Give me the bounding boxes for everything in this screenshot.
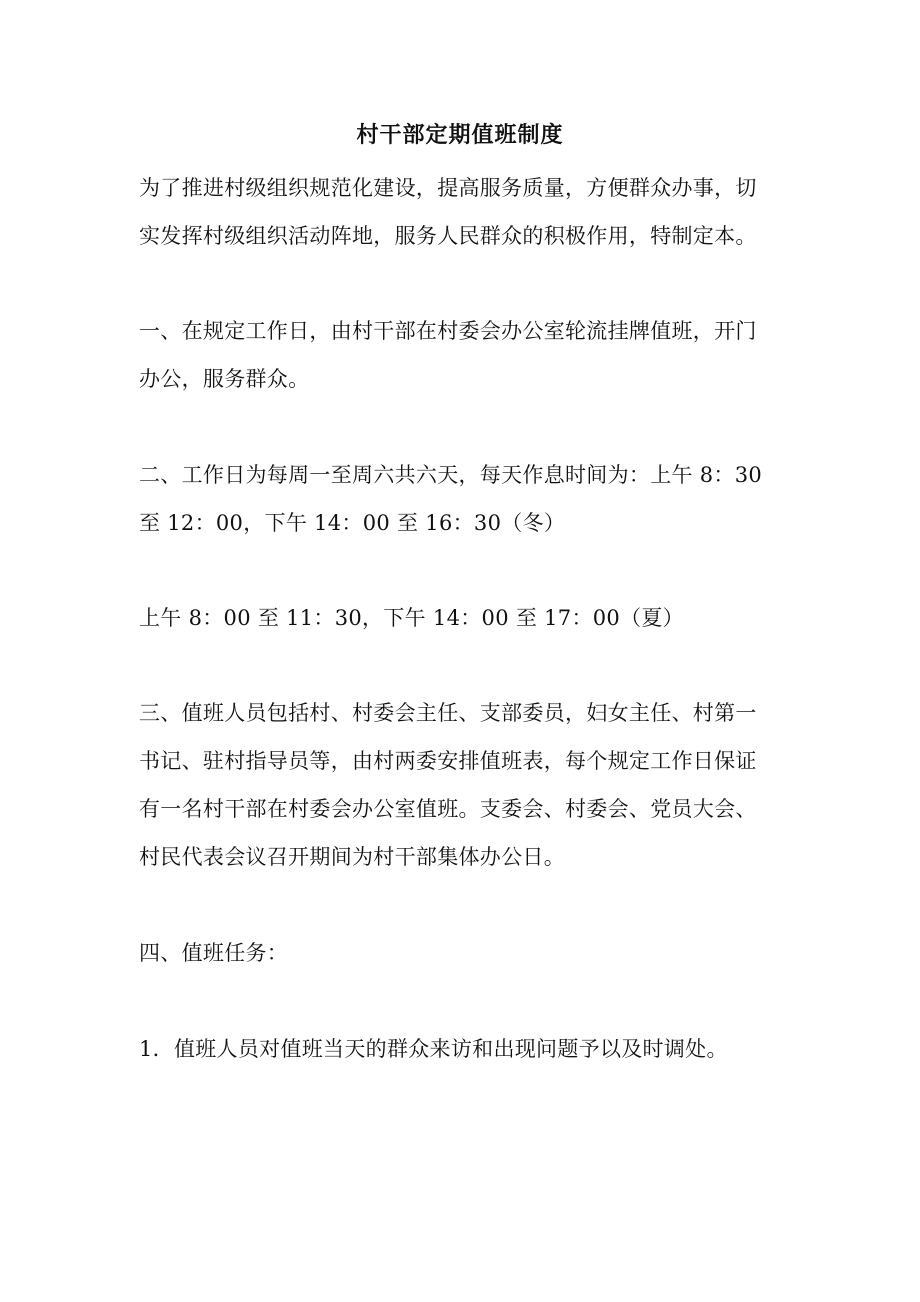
document-title: 村干部定期值班制度 bbox=[356, 122, 564, 148]
paragraph-line: 二、工作日为每周一至周六共六天，每天作息时间为：上午 8：30 bbox=[139, 463, 763, 487]
paragraph-item-2 bbox=[139, 451, 779, 547]
paragraph-item-4 bbox=[139, 929, 779, 977]
paragraph-item-3 bbox=[139, 689, 779, 881]
paragraph-line: 一、在规定工作日，由村干部在村委会办公室轮流挂牌值班，开门 bbox=[139, 319, 757, 343]
paragraph-line: 有一名村干部在村委会办公室值班。支委会、村委会、党员大会、 bbox=[139, 797, 757, 821]
paragraph-item-1 bbox=[139, 307, 779, 403]
paragraph-item-2-summer bbox=[139, 594, 779, 642]
paragraph-line: 为了推进村级组织规范化建设，提高服务质量，方便群众办事，切 bbox=[139, 176, 757, 200]
paragraph-line: 办公，服务群众。 bbox=[139, 367, 310, 391]
paragraph-line: 村民代表会议召开期间为村干部集体办公日。 bbox=[139, 845, 565, 869]
paragraph-line: 上午 8：00 至 11：30，下午 14：00 至 17：00（夏） bbox=[139, 606, 684, 630]
paragraph-line: 书记、驻村指导员等，由村两委安排值班表，每个规定工作日保证 bbox=[139, 749, 757, 773]
paragraph-line: 三、值班人员包括村、村委会主任、支部委员，妇女主任、村第一 bbox=[139, 701, 757, 725]
paragraph-intro bbox=[139, 164, 779, 260]
paragraph-line: 四、值班任务： bbox=[139, 941, 289, 965]
paragraph-item-4-1 bbox=[139, 1025, 779, 1073]
paragraph-line: 至 12：00，下午 14：00 至 16：30（冬） bbox=[139, 511, 566, 535]
paragraph-line: 实发挥村级组织活动阵地，服务人民群众的积极作用，特制定本。 bbox=[139, 224, 757, 248]
paragraph-line: 1．值班人员对值班当天的群众来访和出现问题予以及时调处。 bbox=[139, 1037, 728, 1061]
